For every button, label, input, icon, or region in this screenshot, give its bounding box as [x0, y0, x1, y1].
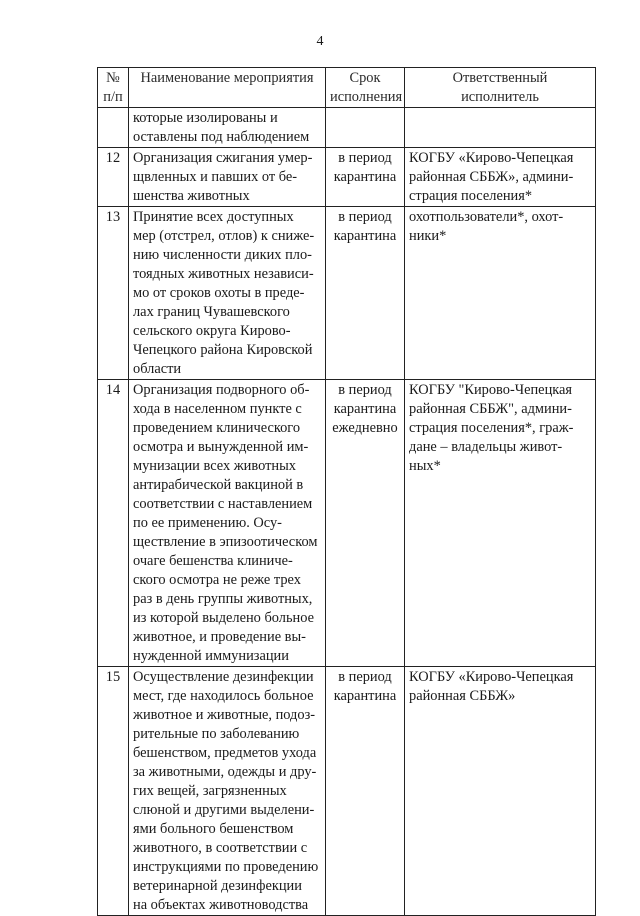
row-measure-name-line: Осуществление дезинфекции — [133, 669, 314, 685]
row-responsible — [405, 148, 596, 207]
row-measure-name-line: Принятие всех доступных — [133, 209, 294, 225]
row-number: 13 — [98, 207, 129, 380]
row-responsible-line: КОГБУ "Кирово-Чепецкая — [409, 382, 573, 398]
row-measure-name-line: нужденной иммунизации — [133, 648, 289, 664]
row-number — [98, 108, 129, 148]
row-term-line: в период — [338, 669, 392, 685]
row-term-line: карантина — [333, 688, 397, 704]
row-measure-name-line: на объектах животноводства — [133, 897, 309, 913]
row-measure-name-line: инструкциями по проведению — [133, 859, 319, 875]
row-measure-name-line: осмотра и вынужденной им- — [133, 439, 309, 455]
row-measure-name — [129, 667, 326, 916]
row-responsible-line: КОГБУ «Кирово-Чепецкая — [409, 150, 574, 166]
row-responsible-line: ных* — [409, 458, 441, 474]
row-responsible-line: КОГБУ «Кирово-Чепецкая — [409, 669, 574, 685]
row-measure-name-line: которые изолированы и — [133, 110, 278, 126]
header-responsible: Ответственный исполнитель — [405, 68, 596, 108]
table-row — [98, 207, 596, 380]
row-measure-name — [129, 148, 326, 207]
row-measure-name-line: хода в населенном пункте с — [133, 401, 302, 417]
row-measure-name-line: оставлены под наблюдением — [133, 129, 310, 145]
row-measure-name-line: мо от сроков охоты в преде- — [133, 285, 305, 301]
row-measure-name-line: Чепецкого района Кировской — [133, 342, 313, 358]
row-measure-name-line: рительные по заболеванию — [133, 726, 300, 742]
row-measure-name-line: за животными, одежды и дру- — [133, 764, 317, 780]
row-responsible-line: ники* — [409, 228, 447, 244]
header-term: Срок исполнения — [326, 68, 405, 108]
row-term — [326, 207, 405, 380]
row-measure-name-line: нию численности диких пло- — [133, 247, 312, 263]
row-measure-name-line: мунизации всех животных — [133, 458, 296, 474]
row-term-line: в период — [338, 209, 392, 225]
row-measure-name-line: слюной и другими выделени- — [133, 802, 315, 818]
row-measure-name-line: соответствии с наставлением — [133, 496, 313, 512]
header-name: Наименование мероприятия — [129, 68, 326, 108]
row-measure-name-line: гих вещей, загрязненных — [133, 783, 287, 799]
table-row — [98, 148, 596, 207]
row-measure-name — [129, 108, 326, 148]
row-measure-name-line: тоядных животных независи- — [133, 266, 314, 282]
table-row — [98, 108, 596, 148]
row-responsible — [405, 108, 596, 148]
row-measure-name-line: из которой выделено больное — [133, 610, 314, 626]
row-measure-name-line: животное, и проведение вы- — [133, 629, 306, 645]
row-responsible-line: страция поселения* — [409, 188, 533, 204]
row-measure-name-line: мер (отстрел, отлов) к сниже- — [133, 228, 315, 244]
row-responsible-line: районная СББЖ», админи- — [409, 169, 574, 185]
row-responsible-line: охотпользователи*, охот- — [409, 209, 564, 225]
row-measure-name-line: лах границ Чувашевского — [133, 304, 290, 320]
row-number: 14 — [98, 380, 129, 667]
row-measure-name-line: Организация подворного об- — [133, 382, 310, 398]
measures-table — [97, 67, 596, 916]
row-measure-name-line: ветеринарной дезинфекции — [133, 878, 302, 894]
table-row — [98, 667, 596, 916]
row-term — [326, 148, 405, 207]
row-measure-name-line: сельского округа Кирово- — [133, 323, 291, 339]
row-responsible — [405, 380, 596, 667]
row-responsible — [405, 207, 596, 380]
header-number: № п/п — [98, 68, 129, 108]
row-measure-name-line: ществление в эпизоотическом — [133, 534, 318, 550]
table-row — [98, 380, 596, 667]
row-measure-name-line: по ее применению. Осу- — [133, 515, 282, 531]
row-term-line: карантина — [333, 228, 397, 244]
row-measure-name — [129, 207, 326, 380]
row-measure-name-line: области — [133, 361, 182, 377]
row-measure-name-line: мест, где находилось больное — [133, 688, 314, 704]
page-number: 4 — [316, 34, 324, 49]
row-term-line: ежедневно — [332, 420, 398, 436]
row-responsible-line: дане – владельцы живот- — [409, 439, 563, 455]
row-term-line: карантина — [333, 401, 397, 417]
row-measure-name-line: Организация сжигания умер- — [133, 150, 313, 166]
row-measure-name-line: ями больного бешенством — [133, 821, 294, 837]
row-measure-name-line: раз в день группы животных, — [133, 591, 313, 607]
row-term-line: карантина — [333, 169, 397, 185]
table-header-row — [98, 68, 596, 108]
row-measure-name-line: бешенством, предметов ухода — [133, 745, 317, 761]
row-measure-name-line: животное и животные, подоз- — [133, 707, 316, 723]
row-term — [326, 108, 405, 148]
row-term-line: в период — [338, 150, 392, 166]
row-number: 12 — [98, 148, 129, 207]
row-number: 15 — [98, 667, 129, 916]
row-responsible-line: страция поселения*, граж- — [409, 420, 574, 436]
row-responsible-line: районная СББЖ", админи- — [409, 401, 572, 417]
table-body — [98, 108, 596, 916]
row-term — [326, 380, 405, 667]
row-responsible — [405, 667, 596, 916]
row-measure-name-line: щвленных и павших от бе- — [133, 169, 298, 185]
row-measure-name-line: проведением клинического — [133, 420, 301, 436]
row-measure-name — [129, 380, 326, 667]
row-measure-name-line: животного, в соответствии с — [133, 840, 308, 856]
row-responsible-line: районная СББЖ» — [409, 688, 516, 704]
row-measure-name-line: очаге бешенства клиниче- — [133, 553, 293, 569]
row-term — [326, 667, 405, 916]
row-term-line: в период — [338, 382, 392, 398]
row-measure-name-line: антирабической вакциной в — [133, 477, 304, 493]
row-measure-name-line: шенства животных — [133, 188, 250, 204]
row-measure-name-line: ского осмотра не реже трех — [133, 572, 301, 588]
